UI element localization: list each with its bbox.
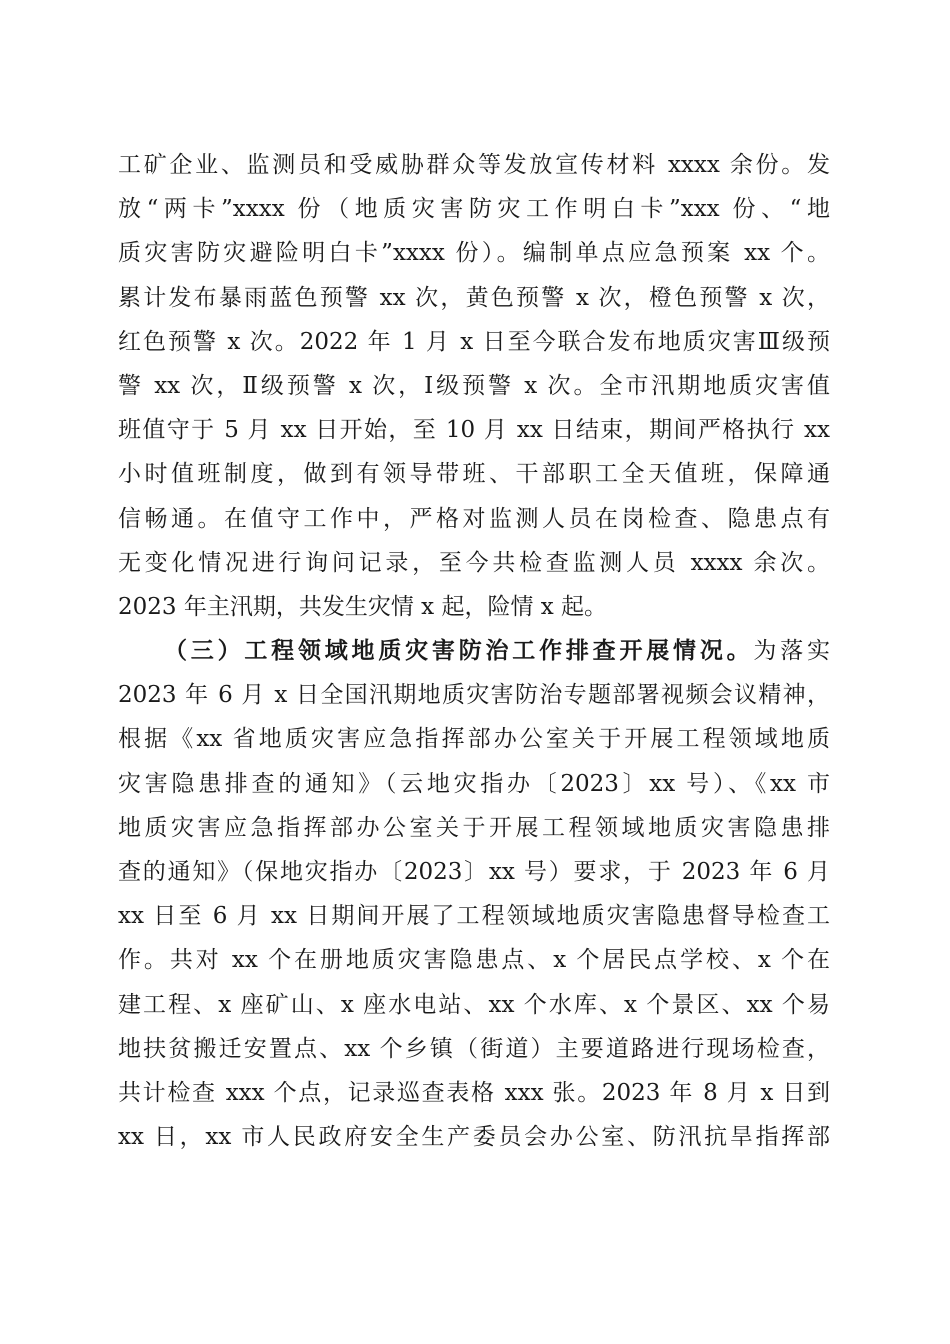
section-heading: （三）工程领域地质灾害防治工作排查开展情况。 bbox=[164, 637, 754, 665]
text-line: 灾害隐患排查的通知》（云地灾指办〔2023〕xx 号）、《xx 市 bbox=[118, 770, 830, 797]
text-line: 共计检查 xxx 个点，记录巡查表格 xxx 张。2023 年 8 月 x 日到 bbox=[118, 1079, 830, 1106]
text-line: xx 日至 6 月 xx 日期间开展了工程领域地质灾害隐患督导检查工 bbox=[118, 903, 830, 930]
document-body bbox=[118, 143, 830, 1159]
text-line: 作。共对 xx 个在册地质灾害隐患点、x 个居民点学校、x 个在 bbox=[118, 947, 830, 974]
text-line: 放“两卡”xxxx 份（地质灾害防灾工作明白卡”xxx 份、“地 bbox=[118, 196, 830, 223]
text-line: 地扶贫搬迁安置点、xx 个乡镇（街道）主要道路进行现场检查， bbox=[118, 1035, 830, 1062]
text-line: xx 日，xx 市人民政府安全生产委员会办公室、防汛抗旱指挥部 bbox=[118, 1124, 830, 1151]
text-line: 2023 年主汛期，共发生灾情 x 起，险情 x 起。 bbox=[118, 593, 608, 620]
text-line: 查的通知》（保地灾指办〔2023〕xx 号）要求，于 2023 年 6 月 bbox=[118, 859, 830, 885]
text-line: 警 xx 次，Ⅱ级预警 x 次，Ⅰ级预警 x 次。全市汛期地质灾害值 bbox=[118, 372, 830, 399]
text-line: 工矿企业、监测员和受威胁群众等发放宣传材料 xxxx 余份。发 bbox=[118, 152, 830, 178]
section-heading-line bbox=[118, 629, 830, 673]
text-line: 根据《xx 省地质灾害应急指挥部办公室关于开展工程领域地质 bbox=[118, 726, 830, 753]
text-line: 质灾害防灾避险明白卡”xxxx 份）。编制单点应急预案 xx 个。 bbox=[118, 240, 830, 267]
text-line: 2023 年 6 月 x 日全国汛期地质灾害防治专题部署视频会议精神， bbox=[118, 682, 830, 709]
text-line: 地质灾害应急指挥部办公室关于开展工程领域地质灾害隐患排 bbox=[118, 814, 830, 841]
text-line: 红色预警 x 次。2022 年 1 月 x 日至今联合发布地质灾害Ⅲ级预 bbox=[118, 328, 830, 355]
text-line: 累计发布暴雨蓝色预警 xx 次，黄色预警 x 次，橙色预警 x 次， bbox=[118, 284, 830, 311]
text-line: 无变化情况进行询问记录，至今共检查监测人员 xxxx 余次。 bbox=[118, 549, 830, 576]
text-line: 小时值班制度，做到有领导带班、干部职工全天值班，保障通 bbox=[118, 461, 830, 488]
text-line: 信畅通。在值守工作中，严格对监测人员在岗检查、隐患点有 bbox=[118, 505, 830, 532]
text-line: 班值守于 5 月 xx 日开始，至 10 月 xx 日结束，期间严格执行 xx bbox=[118, 417, 830, 444]
text-line: 建工程、x 座矿山、x 座水电站、xx 个水库、x 个景区、xx 个易 bbox=[118, 991, 830, 1018]
text-span: 为落实 bbox=[753, 638, 830, 665]
